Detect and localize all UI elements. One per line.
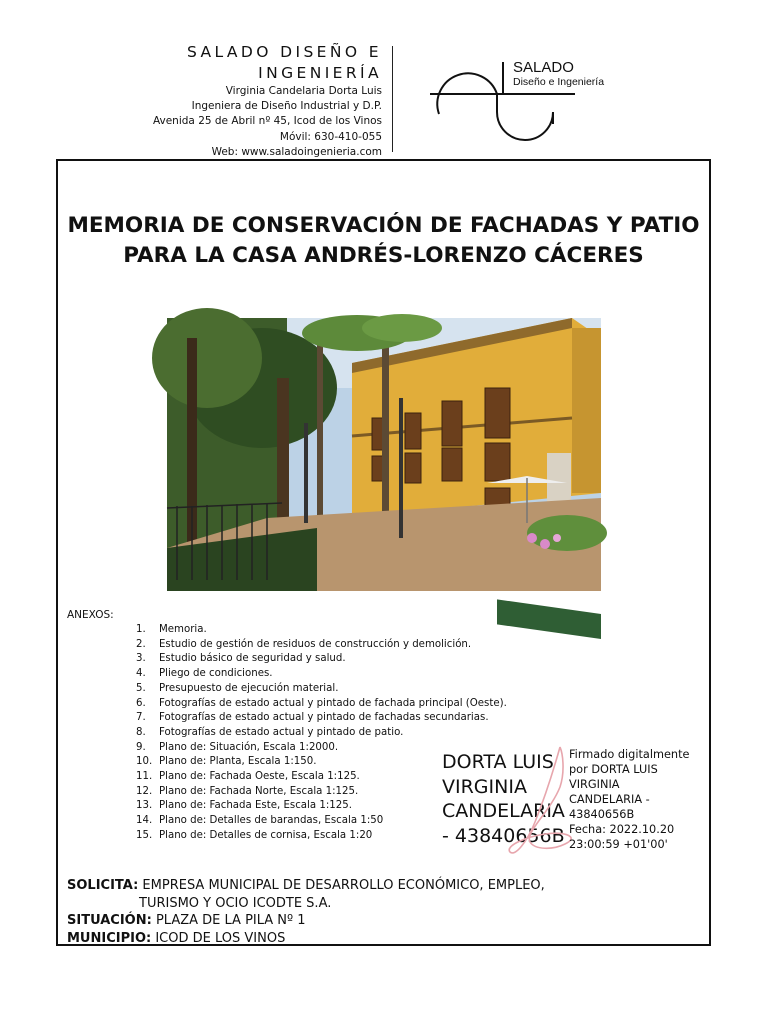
situacion-value: PLAZA DE LA PILA Nº 1 [155,913,306,928]
list-item: 10. Plano de: Planta, Escala 1:150. [136,756,317,768]
signature-details: Firmado digitalmente por DORTA LUIS VIRGINIA CANDELARIA - 43840656B Fecha: 2022.10.20 23:00:59 +01'00' [569,748,690,851]
header-divider [392,46,393,152]
contact-profession: Ingeniera de Diseño Industrial y D.P. [191,100,382,113]
document-title [56,211,711,271]
municipio-label: MUNICIPIO: [67,930,152,946]
contact-web: Web: www.saladoingenieria.com [211,145,382,158]
firm-name-line1: SALADO DISEÑO E [186,43,382,61]
list-item: 14. Plano de: Detalles de barandas, Escala 1:50 [136,815,384,827]
list-item: 11. Plano de: Fachada Oeste, Escala 1:125. [136,771,360,783]
list-item: 8. Fotografías de estado actual y pintado de patio. [136,726,404,738]
logo-title: SALADO [513,59,574,76]
list-item: 4. Pliego de condiciones. [136,668,273,680]
annex-label: ANEXOS: [67,609,114,621]
title-line1: MEMORIA DE CONSERVACIÓN DE FACHADAS Y PATIO [67,213,700,238]
list-item: 1. Memoria. [136,624,207,635]
firm-header [153,42,382,160]
signer-name: DORTA LUIS VIRGINIA CANDELARIA - 43840656B [442,751,565,847]
request-details [67,877,545,947]
logo-subtitle: Diseño e Ingeniería [513,76,605,88]
list-item: 6. Fotografías de estado actual y pintado de fachada principal (Oeste). [136,697,507,709]
list-item: 12. Plano de: Fachada Norte, Escala 1:125. [136,785,359,797]
situacion-label: SITUACIÓN: [67,913,152,928]
list-item: 9. Plano de: Situación, Escala 1:2000. [136,741,339,753]
title-line2: PARA LA CASA ANDRÉS-LORENZO CÁCERES [123,243,644,268]
list-item: 5. Presupuesto de ejecución material. [136,682,339,694]
salado-logo [425,52,605,152]
municipio-value: ICOD DE LOS VINOS [155,930,286,946]
contact-name: Virginia Candelaria Dorta Luis [225,85,382,97]
solicita-value-cont: TURISMO Y OCIO ICODTE S.A. [139,895,332,911]
list-item: 2. Estudio de gestión de residuos de construcción y demolición. [136,638,472,650]
firm-name-line2: INGENIERÍA [258,64,382,82]
contact-address: Avenida 25 de Abril nº 45, Icod de los Vinos [152,115,382,128]
list-item: 7. Fotografías de estado actual y pintado de fachadas secundarias. [136,712,489,724]
solicita-label: SOLICITA: [67,878,139,893]
building-photo [167,318,601,591]
list-item: 15. Plano de: Detalles de cornisa, Escala 1:20 [136,829,373,841]
list-item: 13. Plano de: Fachada Este, Escala 1:125. [136,800,352,812]
list-item: 3. Estudio básico de seguridad y salud. [136,653,346,665]
contact-phone: Móvil: 630-410-055 [279,130,382,143]
solicita-value: EMPRESA MUNICIPAL DE DESARROLLO ECONÓMICO, EMPLEO, [142,878,545,893]
